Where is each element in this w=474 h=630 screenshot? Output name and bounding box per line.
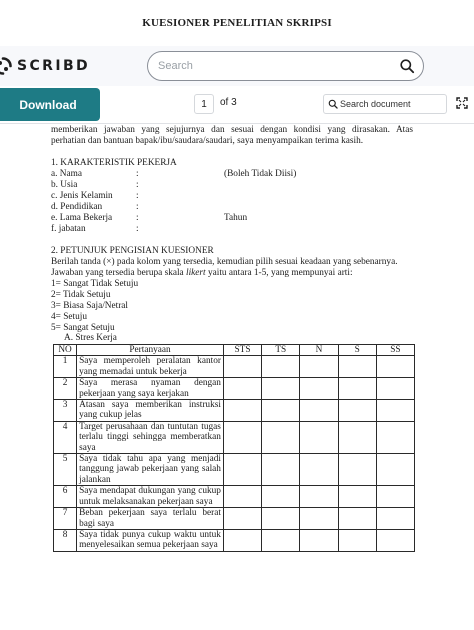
column-header: SS — [376, 345, 414, 356]
answer-cell-n[interactable] — [300, 378, 338, 400]
answer-cell-ts[interactable] — [262, 486, 300, 508]
page-total: of 3 — [220, 97, 237, 108]
row-statement: Saya merasa nyaman dengan pekerjaan yang saya kerjakan — [77, 378, 224, 400]
field-colon: : — [136, 213, 139, 223]
scribd-logo[interactable] — [0, 57, 90, 75]
answer-cell-ts[interactable] — [262, 421, 300, 453]
answer-cell-sts[interactable] — [223, 454, 261, 486]
field-label: b. Usia — [51, 180, 78, 190]
row-statement: Saya mendapat dukungan yang cukup untuk melaksanakan pekerjaan saya — [77, 486, 224, 508]
answer-cell-sts[interactable] — [223, 421, 261, 453]
answer-cell-sts[interactable] — [223, 529, 261, 551]
answer-cell-ss[interactable] — [376, 400, 414, 422]
answer-cell-sts[interactable] — [223, 508, 261, 530]
answer-cell-ss[interactable] — [376, 529, 414, 551]
answer-cell-s[interactable] — [338, 454, 376, 486]
column-header: TS — [262, 345, 300, 356]
answer-cell-n[interactable] — [300, 421, 338, 453]
field-colon: : — [136, 180, 139, 190]
field-colon: : — [136, 191, 139, 201]
answer-cell-s[interactable] — [338, 421, 376, 453]
search-bar — [147, 51, 424, 81]
row-statement: Saya tidak tahu apa yang menjadi tanggung jawab pekerjaan yang salah jalankan — [77, 454, 224, 486]
field-label: f. jabatan — [51, 224, 86, 234]
row-number: 6 — [54, 486, 77, 508]
field-colon: : — [136, 202, 139, 212]
answer-cell-sts[interactable] — [223, 356, 261, 378]
answer-cell-ss[interactable] — [376, 421, 414, 453]
page-number-input[interactable]: 1 — [194, 94, 214, 114]
column-header: NO — [54, 345, 77, 356]
answer-cell-ss[interactable] — [376, 356, 414, 378]
intro-line: memberikan jawaban yang sejujurnya dan sesuai dengan kondisi yang dirasakan. Atas — [51, 125, 413, 135]
questionnaire-table — [53, 344, 415, 552]
instruction-text: Jawaban yang tersedia berupa skala — [51, 268, 187, 278]
scale-item: 4= Setuju — [51, 312, 87, 322]
document-title: KUESIONER PENELITIAN SKRIPSI — [142, 17, 332, 29]
column-header: STS — [223, 345, 261, 356]
subsection-title: A. Stres Kerja — [64, 333, 117, 343]
section-heading: 1. KARAKTERISTIK PEKERJA — [51, 158, 177, 168]
row-statement: Saya memperoleh peralatan kantor yang memadai untuk bekerja — [77, 356, 224, 378]
field-note: Tahun — [224, 213, 248, 223]
table-row — [54, 356, 415, 378]
table-row — [54, 486, 415, 508]
intro-line: perhatian dan bantuan bapak/ibu/saudara/saudari, saya menyampaikan terima kasih. — [51, 136, 364, 146]
answer-cell-s[interactable] — [338, 356, 376, 378]
brand-name: SCRIBD — [17, 58, 91, 74]
instruction-italic: likert — [186, 268, 206, 278]
document-search-input[interactable] — [340, 99, 444, 109]
answer-cell-ts[interactable] — [262, 508, 300, 530]
answer-cell-n[interactable] — [300, 529, 338, 551]
section-heading: 2. PETUNJUK PENGISIAN KUESIONER — [51, 246, 214, 256]
answer-cell-s[interactable] — [338, 486, 376, 508]
answer-cell-sts[interactable] — [223, 378, 261, 400]
row-statement: Beban pekerjaan saya terlalu berat bagi saya — [77, 508, 224, 530]
table-row — [54, 378, 415, 400]
answer-cell-ss[interactable] — [376, 454, 414, 486]
field-note: (Boleh Tidak Diisi) — [224, 169, 297, 179]
answer-cell-ss[interactable] — [376, 378, 414, 400]
instruction-text: yaitu antara 1-5, yang mempunyai arti: — [205, 268, 353, 278]
table-row — [54, 508, 415, 530]
column-header: Pertanyaan — [77, 345, 224, 356]
field-label: a. Nama — [51, 169, 82, 179]
row-number: 1 — [54, 356, 77, 378]
row-number: 4 — [54, 421, 77, 453]
table-row — [54, 454, 415, 486]
row-number: 2 — [54, 378, 77, 400]
answer-cell-s[interactable] — [338, 400, 376, 422]
answer-cell-s[interactable] — [338, 378, 376, 400]
column-header: N — [300, 345, 338, 356]
document-search-box — [323, 94, 447, 114]
row-number: 7 — [54, 508, 77, 530]
row-statement: Saya tidak punya cukup waktu untuk menyelesaikan semua pekerjaan saya — [77, 529, 224, 551]
answer-cell-ts[interactable] — [262, 529, 300, 551]
answer-cell-ts[interactable] — [262, 378, 300, 400]
field-label: d. Pendidikan — [51, 202, 103, 212]
answer-cell-n[interactable] — [300, 508, 338, 530]
scale-item: 5= Sangat Setuju — [51, 323, 115, 333]
answer-cell-sts[interactable] — [223, 400, 261, 422]
answer-cell-ts[interactable] — [262, 356, 300, 378]
document-page — [0, 124, 474, 630]
answer-cell-ss[interactable] — [376, 508, 414, 530]
field-colon: : — [136, 224, 139, 234]
row-number: 3 — [54, 400, 77, 422]
table-header-row — [54, 345, 415, 356]
scale-item: 1= Sangat Tidak Setuju — [51, 279, 139, 289]
answer-cell-s[interactable] — [338, 529, 376, 551]
row-number: 5 — [54, 454, 77, 486]
search-input[interactable] — [158, 52, 388, 80]
answer-cell-ss[interactable] — [376, 486, 414, 508]
answer-cell-n[interactable] — [300, 356, 338, 378]
column-header: S — [338, 345, 376, 356]
scribd-s-icon — [0, 57, 12, 75]
row-statement: Atasan saya memberikan instruksi yang cukup jelas — [77, 400, 224, 422]
field-label: e. Lama Bekerja — [51, 213, 113, 223]
table-row — [54, 529, 415, 551]
field-colon: : — [136, 169, 139, 179]
scale-item: 2= Tidak Setuju — [51, 290, 111, 300]
table-row — [54, 421, 415, 453]
scale-item: 3= Biasa Saja/Netral — [51, 301, 129, 311]
row-number: 8 — [54, 529, 77, 551]
search-icon — [328, 99, 338, 109]
answer-cell-s[interactable] — [338, 508, 376, 530]
field-label: c. Jenis Kelamin — [51, 191, 113, 201]
table-row — [54, 400, 415, 422]
answer-cell-ts[interactable] — [262, 400, 300, 422]
answer-cell-n[interactable] — [300, 486, 338, 508]
document-toolbar — [0, 86, 474, 124]
row-statement: Target perusahaan dan tuntutan tugas terlalu tinggi sehingga memberatkan saya — [77, 421, 224, 453]
answer-cell-sts[interactable] — [223, 486, 261, 508]
instruction-line: Berilah tanda (×) pada kolom yang tersedia, kemudian pilih sesuai keadaan yang sebenarnya. — [51, 257, 398, 267]
download-button[interactable]: Download — [0, 88, 100, 121]
answer-cell-n[interactable] — [300, 454, 338, 486]
site-header — [0, 46, 474, 86]
search-icon[interactable] — [399, 58, 415, 74]
answer-cell-ts[interactable] — [262, 454, 300, 486]
instruction-line — [51, 268, 353, 279]
answer-cell-n[interactable] — [300, 400, 338, 422]
fullscreen-icon[interactable] — [456, 97, 468, 109]
